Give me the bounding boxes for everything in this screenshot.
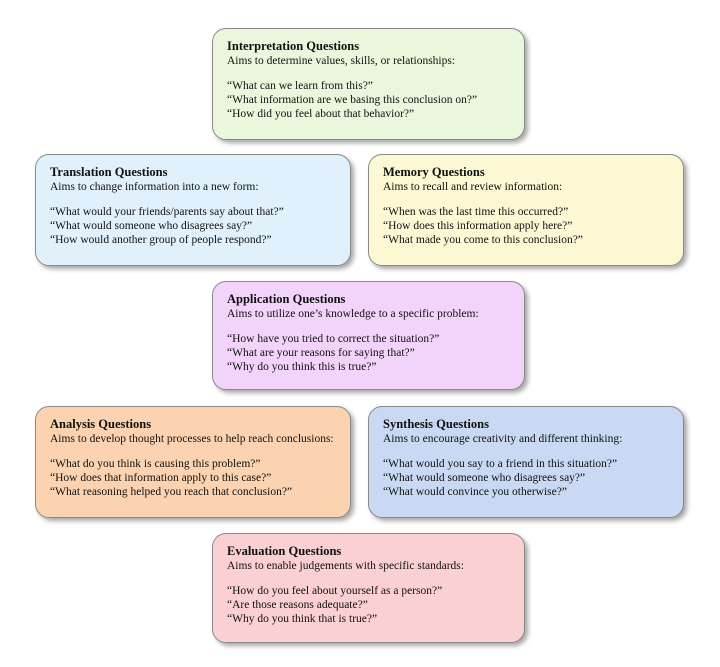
- card-title: Translation Questions: [50, 165, 168, 179]
- question-item: “Why do you think this is true?”: [227, 361, 377, 373]
- interpretation-questions-card: [212, 28, 525, 140]
- question-item: “What would your friends/parents say about that?”: [50, 206, 284, 218]
- question-item: “What do you think is causing this problem?”: [50, 458, 261, 470]
- question-item: “What would someone who disagrees say?”: [50, 220, 253, 232]
- memory-questions-card: [368, 154, 684, 266]
- card-description: Aims to change information into a new form:: [50, 181, 259, 193]
- question-item: “How do you feel about yourself as a person?”: [227, 585, 443, 597]
- question-item: “What can we learn from this?”: [227, 80, 373, 92]
- question-item: “What reasoning helped you reach that conclusion?”: [50, 486, 293, 498]
- card-description: Aims to utilize one’s knowledge to a specific problem:: [227, 308, 479, 320]
- question-item: “What are your reasons for saying that?”: [227, 347, 415, 359]
- question-item: “Why do you think that is true?”: [227, 613, 378, 625]
- question-item: “How does that information apply to this case?”: [50, 472, 272, 484]
- card-description: Aims to enable judgements with specific standards:: [227, 560, 464, 572]
- question-item: “How have you tried to correct the situation?”: [227, 333, 440, 345]
- card-title: Analysis Questions: [50, 417, 152, 431]
- synthesis-questions-card: [368, 406, 684, 518]
- question-item: “What would convince you otherwise?”: [383, 486, 567, 498]
- card-description: Aims to develop thought processes to help reach conclusions:: [50, 433, 334, 445]
- analysis-questions-card: [35, 406, 351, 518]
- card-title: Interpretation Questions: [227, 39, 360, 53]
- question-item: “How would another group of people respond?”: [50, 234, 272, 246]
- card-description: Aims to determine values, skills, or relationships:: [227, 55, 456, 67]
- card-title: Evaluation Questions: [227, 544, 342, 558]
- card-title: Synthesis Questions: [383, 417, 489, 431]
- card-description: Aims to encourage creativity and different thinking:: [383, 433, 623, 445]
- application-questions-card: [212, 281, 525, 390]
- question-item: “How does this information apply here?”: [383, 220, 573, 232]
- card-description: Aims to recall and review information:: [383, 181, 563, 193]
- question-item: “How did you feel about that behavior?”: [227, 108, 415, 120]
- translation-questions-card: [35, 154, 351, 266]
- question-item: “What made you come to this conclusion?”: [383, 234, 583, 246]
- card-title: Application Questions: [227, 292, 346, 306]
- question-item: “What information are we basing this conclusion on?”: [227, 94, 478, 106]
- question-item: “When was the last time this occurred?”: [383, 206, 569, 218]
- card-title: Memory Questions: [383, 165, 485, 179]
- evaluation-questions-card: [212, 533, 525, 643]
- question-item: “What would you say to a friend in this situation?”: [383, 458, 618, 470]
- question-item: “Are those reasons adequate?”: [227, 599, 368, 611]
- question-item: “What would someone who disagrees say?”: [383, 472, 586, 484]
